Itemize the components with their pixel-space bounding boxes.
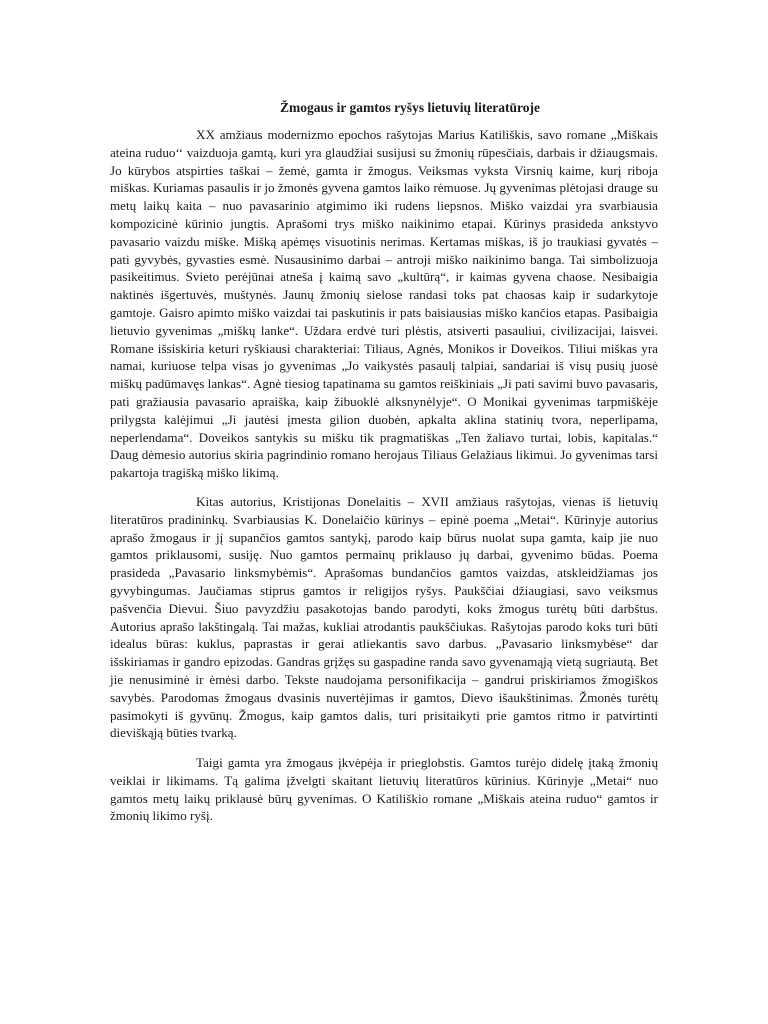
document-page — [110, 99, 658, 837]
paragraph-conclusion: Taigi gamta yra žmogaus įkvėpėja ir prieglobstis. Gamtos turėjo didelę įtaką žmonių veiklai ir likimams. Tą galima įžvelgti skaitant lietuvių literatūros kūrinius. Kūrinyje „Metai“ nuo gamtos metų laikų priklausė būrų gyvenimas. O Katiliškio romane „Miškais ateina ruduo“ gamtos ir žmonių likimo ryšį. — [110, 755, 658, 824]
paragraph-donelaitis: Kitas autorius, Kristijonas Donelaitis – XVII amžiaus rašytojas, vienas iš lietuvių literatūros pradininkų. Svarbiausias K. Donelaičio kūrinys – epinė poema „Metai“. Kūrinyje autorius aprašo žmogaus ir jį supančios gamtos santykį, parodo kaip būrus nuolat supa gamta, kaip jie nuo gamtos priklausomi, susiję. Nuo gamtos permainų priklauso jų darbai, gyvenimo būdas. Poema prasideda „Pavasario linksmybėmis“. Aprašomas bundančios gamtos vaizdas, atskleidžiamas jos gyvybingumas. Jaučiamas stiprus gamtos ir religijos ryšys. Paukščiai džiaugiasi, savo veiksmus pašvenčia Dievui. Šiuo pavyzdžiu pasakotojas bando parodyti, koks žmogus turėtų būti darbštus. Autorius aprašo lakštingalą. Tai mažas, kukliai atrodantis paukščiukas. Rašytojas parodo koks turi būti idealus būras: kuklus, paprastas ir gerai atliekantis savo darbus. „Pavasario linksmybėse“ dar išskiriamas ir gandro epizodas. Gandras grįžęs su gaspadine randa savo gyvenamąją vietą sugriautą. Bet jie nenusiminė ir ėmėsi darbo. Tekste naudojama personifikacija – gandrui priskiriamos žmogiškos savybės. Parodomas žmogaus dvasinis nuvertėjimas ir gamtos, Dievo išaukštinimas. Žmonės turėtų pasimokyti iš gyvūnų. Žmogus, kaip gamtos dalis, turi prisitaikyti prie gamtos ritmo ir patvirtinti dieviškąją būties tvarką. — [110, 493, 658, 741]
paragraph-katiliskis: XX amžiaus modernizmo epochos rašytojas Marius Katiliškis, savo romane „Miškais ateina ruduo‘‘ vaizduoja gamtą, kuri yra glaudžiai susijusi su žmonių rūpesčiais, darbais ir džiaugsmais. Jo kūrybos atspirties taškai – žemė, gamta ir žmogus. Veiksmas vyksta Virsnių kaime, kurį riboja miškas. Kuriamas pasaulis ir jo žmonės gyvena gamtos laiko rėmuose. Jų gyvenimas plėtojasi drauge su metų laikų kaita – nuo pavasarinio atgimimo iki rudens liepsnos. Miško vaizdai yra svarbiausia kompozicinė kūrinio jungtis. Aprašomi trys miško naikinimo etapai. Kūrinys prasideda ankstyvo pavasario vaizdu miške. Mišką apėmęs visuotinis nerimas. Kertamas miškas, iš jo traukiasi gyvatės – pati gyvybės, gyvasties esmė. Nusausinimo darbai – antroji miško naikinimo banga. Tai simbolizuoja pasikeitimus. Svieto perėjūnai atneša į kaimą savo „kultūrą“, ir kaimas gyvena chaose. Nesibaigia naktinės išgertuvės, muštynės. Jaunų žmonių sielose randasi toks pat chaosas kaip ir sudarkytoje gamtoje. Gaisro apimto miško vaizdai tai paskutinis ir pats baisiausias miško kančios etapas. Pasibaigia lietuvio gyvenimas „miškų lanke“. Uždara erdvė turi plėstis, atsiverti pasauliui, civilizacijai, laisvei. Romane išsiskiria keturi ryškiausi charakteriai: Tiliaus, Agnės, Monikos ir Doveikos. Tiliui miškas yra namai, kuriuose telpa visas jo gyvenimas „Jo vaikystės pasaulį talpiai, sandariai iš visų pusių juosė miškų padūmavęs lankas“. Agnė tiesiog tapatinama su gamtos reiškiniais „Ji pati savimi buvo pavasaris, pati gražiausia pavasario apraiška, kaip žibuoklė alksnynėlyje“. O Monikai gyvenimas tarpmiškėje prilygsta kalėjimui „Ji jautėsi įmesta gilion duobėn, apkalta aklina statinių tvora, neperlipama, neperlendama“. Doveikos santykis su mišku tik pragmatiškas „Ten žaliavo turtai, lobis, kapitalas.“ Daug dėmesio autorius skiria pagrindinio romano herojaus Tiliaus Gelažiaus likimui. Jo gyvenimas tarsi pakartoja tragišką miško likimą. — [110, 127, 658, 481]
document-title: Žmogaus ir gamtos ryšys lietuvių literatūroje — [279, 100, 541, 115]
